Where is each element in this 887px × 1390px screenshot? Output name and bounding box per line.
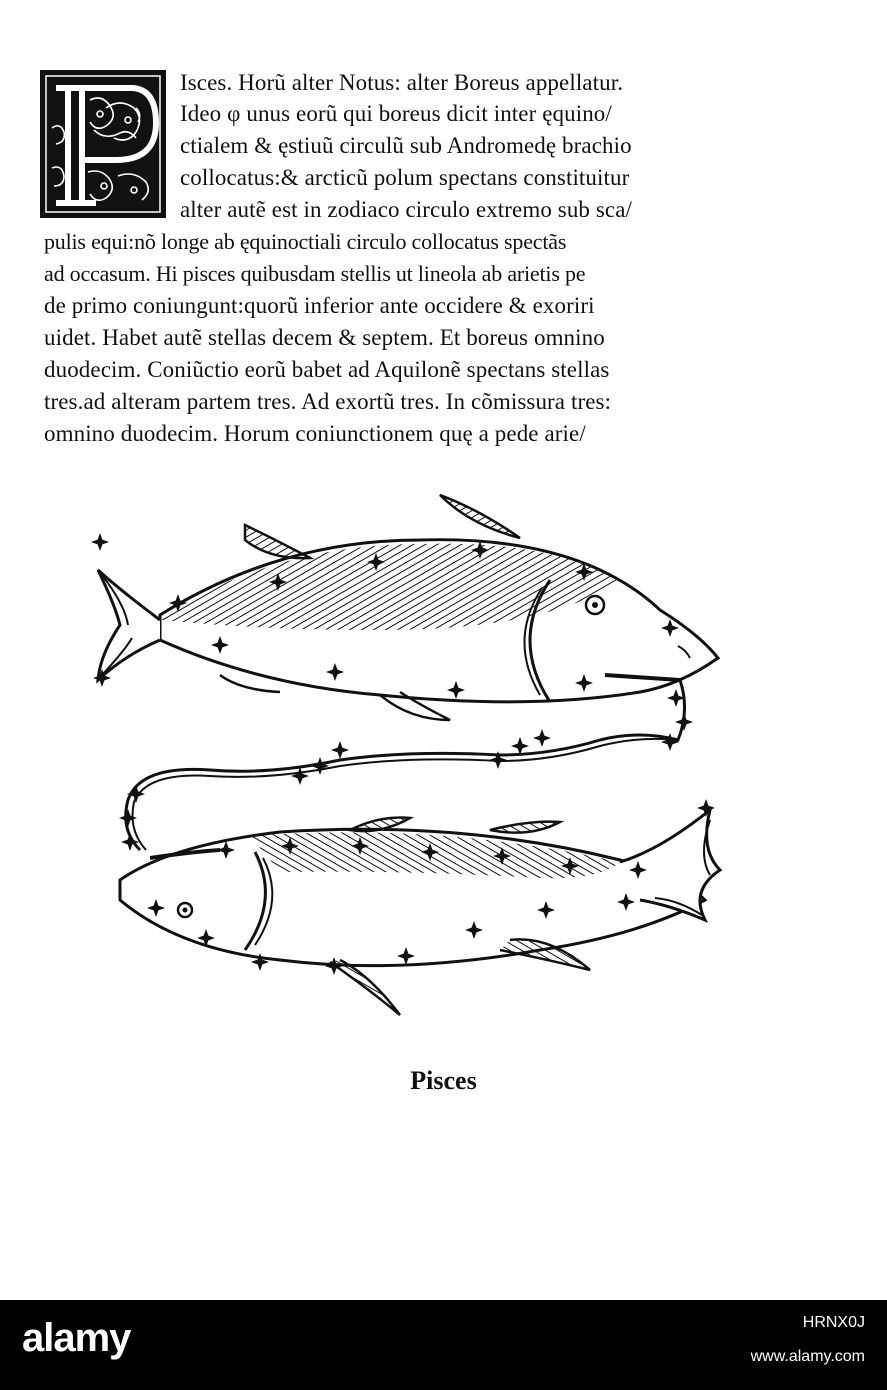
text-line: Isces. Horũ alter Notus: alter Boreus appellatur. xyxy=(180,70,624,95)
pisces-woodcut-illustration xyxy=(80,480,740,1040)
text-line: ctialem & ęstiuũ circulũ sub Andromedę brachio xyxy=(180,133,632,158)
text-line: omnino duodecim. Horum coniunctionem quę a pede arie/ xyxy=(44,421,586,446)
text-line: tres.ad alteram partem tres. Ad exortũ tres. In cõmissura tres: xyxy=(44,389,612,414)
lower-fish xyxy=(120,810,720,1015)
decorated-initial-p xyxy=(38,68,168,220)
illustration-caption: Pisces xyxy=(410,1066,477,1095)
site-url: www.alamy.com xyxy=(750,1348,865,1365)
text-line: duodecim. Coniũctio eorũ babet ad Aquilonẽ spectans stellas xyxy=(44,357,610,382)
text-line: uidet. Habet autẽ stellas decem & septem. Et boreus omnino xyxy=(44,325,605,350)
text-line: ad occasum. Hi pisces quibusdam stellis ut lineola ab arietis pe xyxy=(44,261,586,286)
text-line: pulis equi:nõ longe ab ęquinoctiali circulo collocatus spectãs xyxy=(44,229,567,254)
image-id: HRNX0J xyxy=(802,1314,865,1331)
alamy-logo: alamy xyxy=(22,1316,131,1360)
text-line: Ideo φ unus eorũ qui boreus dicit inter ęquino/ xyxy=(180,101,612,126)
text-line: de primo coniungunt:quorũ inferior ante occidere & exoriri xyxy=(44,293,595,318)
upper-fish xyxy=(98,495,718,720)
watermark-footer xyxy=(0,1300,887,1390)
text-line: collocatus:& arcticũ polum spectans constituitur xyxy=(180,165,630,190)
text-line: alter autẽ est in zodiaco circulo extremo sub sca/ xyxy=(180,197,633,222)
